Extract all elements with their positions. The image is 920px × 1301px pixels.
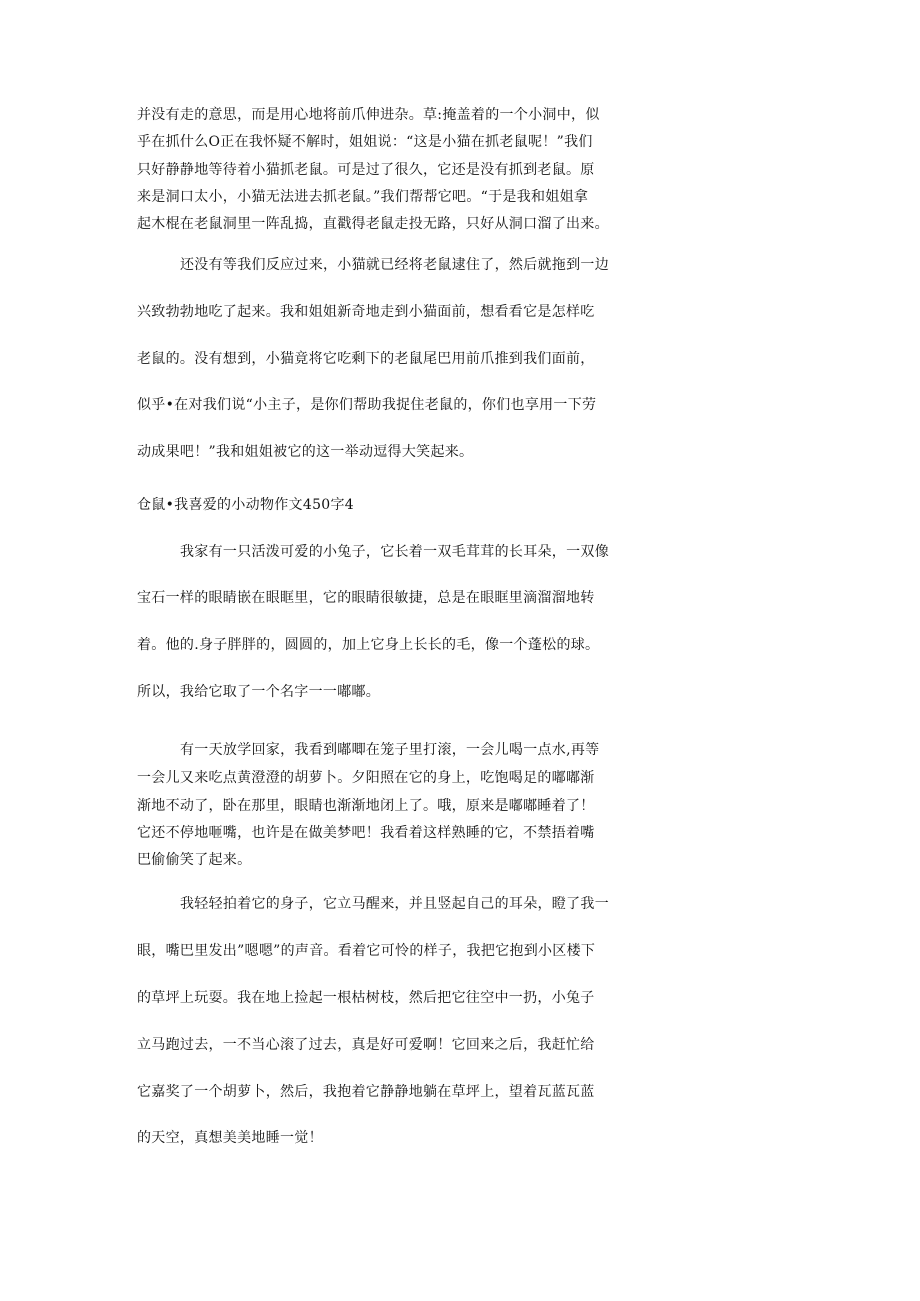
paragraph-5-line-1: 我轻轻拍着它的身子，它立马醒来，并且竖起自己的耳朵，瞪了我一: [180, 896, 609, 912]
paragraph-2-line-2: 兴致勃勃地吃了起来。我和姐姐新奇地走到小猫面前，想看看它是怎样吃: [137, 304, 595, 320]
paragraph-1-line-4: 来是洞口太小，小猫无法进去抓老鼠。”我们帮帮它吧。“于是我和姐姐拿: [137, 189, 589, 205]
paragraph-3-line-4: 所以，我给它取了一个名字一一嘟嘟。: [137, 684, 381, 700]
paragraph-1-line-5: 起木棍在老鼠洞里一阵乱捣，直戳得老鼠走投无路，只好从洞口溜了出来。: [137, 216, 609, 232]
paragraph-1-line-1: 并没有走的意思，而是用心地将前爪伸进杂。草:掩盖着的一个小洞中，似: [137, 107, 600, 123]
paragraph-4-line-3: 渐地不动了，卧在那里，眼睛也渐渐地闭上了。哦，原来是嘟嘟睡着了！: [137, 798, 595, 814]
paragraph-2-line-5: 动成果吧！”我和姐姐被它的这一举动逗得大笑起来。: [137, 444, 474, 460]
paragraph-5-line-6: 的天空，真想美美地睡一觉！: [137, 1130, 323, 1146]
paragraph-4-line-5: 巴偷偷笑了起来。: [137, 852, 252, 868]
paragraph-3-line-1: 我家有一只活泼可爱的小兔子，它长着一双毛茸茸的长耳朵，一双像: [180, 544, 609, 560]
paragraph-3-line-2: 宝石一样的眼睛嵌在眼眶里，它的眼睛很敏捷，总是在眼眶里滴溜溜地转: [137, 590, 595, 606]
paragraph-2-line-1: 还没有等我们反应过来，小猫就已经将老鼠逮住了，然后就拖到一边: [180, 257, 609, 273]
paragraph-4-line-2: 一会儿又来吃点黄澄澄的胡萝卜。夕阳照在它的身上，吃饱喝足的嘟嘟渐: [137, 770, 595, 786]
paragraph-5-line-3: 的草坪上玩耍。我在地上捡起一根枯树枝，然后把它往空中一扔，小兔子: [137, 990, 595, 1006]
paragraph-5-line-2: 眼，嘴巴里发出”嗯嗯”的声音。看着它可怜的样子，我把它抱到小区楼下: [137, 943, 596, 959]
paragraph-3-line-3: 着。他的.身子胖胖的，圆圆的，加上它身上长长的毛，像一个蓬松的球。: [137, 637, 600, 653]
paragraph-5-line-5: 它嘉奖了一个胡萝卜，然后，我抱着它静静地躺在草坪上，望着瓦蓝瓦蓝: [137, 1084, 595, 1100]
paragraph-5-line-4: 立马跑过去，一不当心滚了过去，真是好可爱啊！它回来之后，我赶忙给: [137, 1037, 595, 1053]
section-heading: 仓鼠•我喜爱的小动物作文450字4: [137, 497, 354, 513]
paragraph-2-line-4: 似乎•在对我们说“小主子，是你们帮助我捉住老鼠的，你们也享用一下劳: [137, 397, 597, 413]
paragraph-1-line-3: 只好静静地等待着小猫抓老鼠。可是过了很久，它还是没有抓到老鼠。原: [137, 162, 595, 178]
paragraph-1-line-2: 乎在抓什么O正在我怀疑不解时，姐姐说：“这是小猫在抓老鼠呢！”我们: [137, 134, 593, 150]
paragraph-2-line-3: 老鼠的。没有想到，小猫竟将它吃剩下的老鼠尾巴用前爪推到我们面前，: [137, 351, 595, 367]
paragraph-4-line-1: 有一天放学回家，我看到嘟唧在笼子里打滚，一会儿喝一点水,再等: [180, 742, 600, 758]
paragraph-4-line-4: 它还不停地咂嘴，也许是在做美梦吧！我看着这样熟睡的它，不禁捂着嘴: [137, 825, 595, 841]
